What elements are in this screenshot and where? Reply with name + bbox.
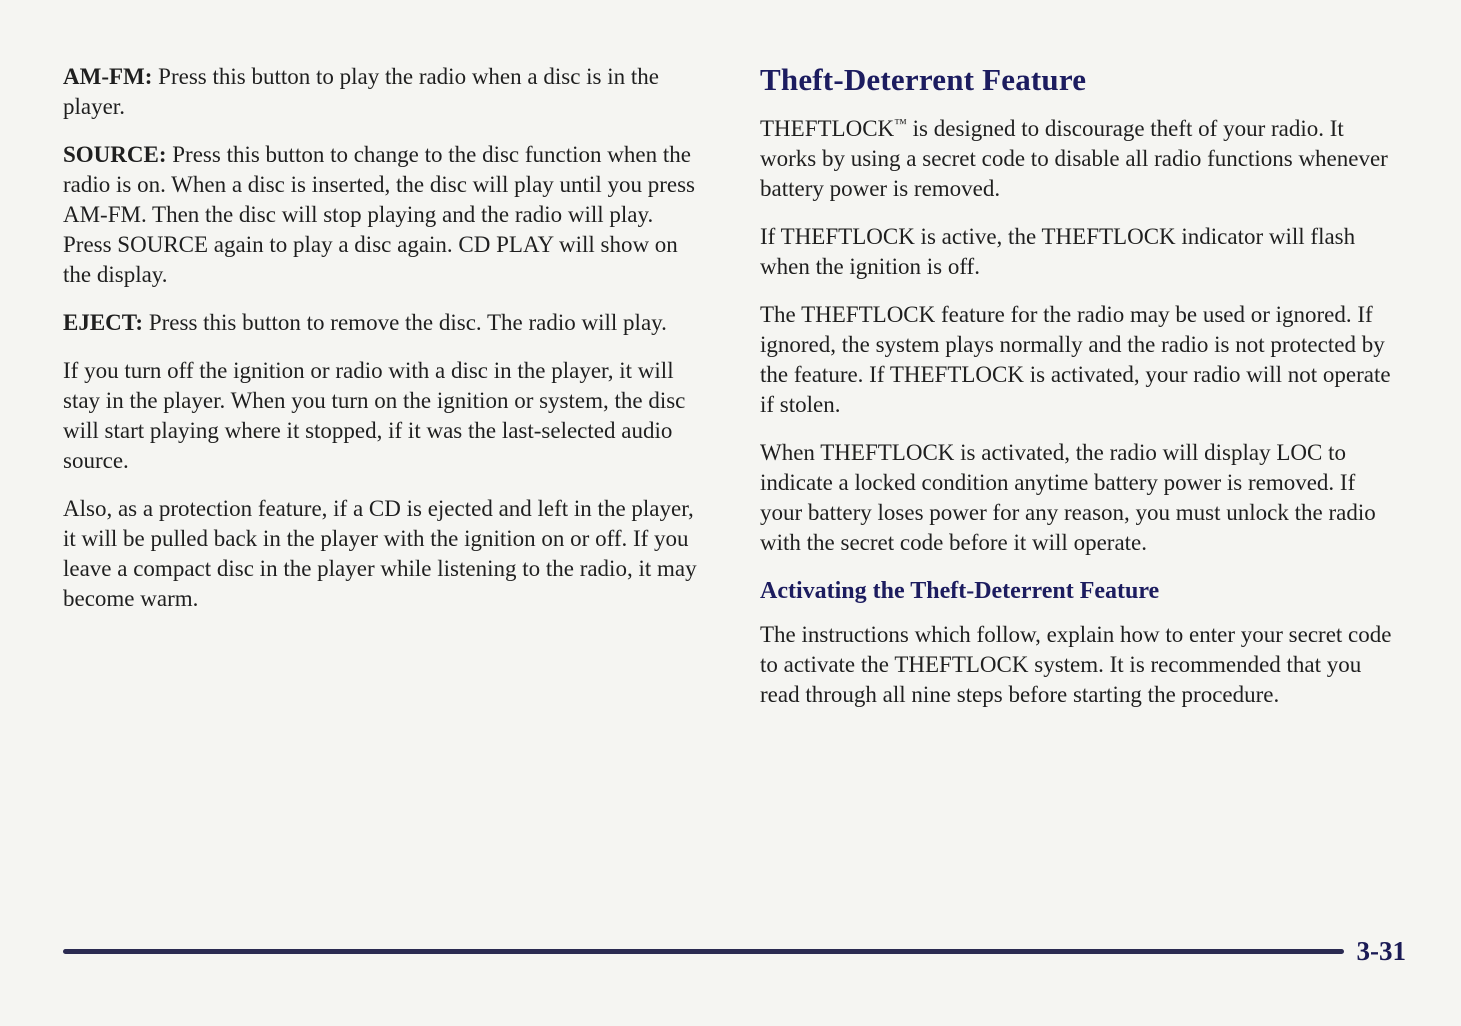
paragraph-theftlock-active [760,222,1400,282]
right-column [760,62,1400,728]
paragraph-ignition-off [63,356,703,476]
paragraph-text: The instructions which follow, explain how to enter your secret code to activate the THEFTLOCK system. It is recommended that you read through all nine steps before starting the procedure. [760,622,1392,707]
term-eject: EJECT: [63,310,144,335]
paragraph-text: When THEFTLOCK is activated, the radio will display LOC to indicate a locked condition anytime battery power is removed. If your battery loses power for any reason, you must unlock the radio with the secret code before it will operate. [760,440,1376,555]
section-heading-theft-deterrent: Theft-Deterrent Feature [760,62,1087,97]
paragraph-text: Press this button to change to the disc function when the radio is on. When a disc is inserted, the disc will play until you press AM-FM. Then the disc will stop playing and the radio will play. Press SOURCE again to play a disc again. CD PLAY will show on the display. [63,142,695,287]
paragraph-text: Press this button to remove the disc. The radio will play. [143,310,667,335]
paragraph-text: Also, as a protection feature, if a CD is ejected and left in the player, it will be pulled back in the player with the ignition on or off. If you leave a compact disc in the player while listening to the radio, it may become warm. [63,496,697,611]
paragraph-eject [63,308,703,338]
paragraph-theftlock-used-or-ignored [760,300,1400,420]
paragraph-text: Press this button to play the radio when a disc is in the player. [63,64,659,119]
paragraph-cd-protection [63,494,703,614]
left-column [63,62,703,728]
paragraph-text: If you turn off the ignition or radio with a disc in the player, it will stay in the player. When you turn on the ignition or system, the disc will start playing where it stopped, if it was the last-selected audio source. [63,358,686,473]
paragraph-am-fm [63,62,703,122]
paragraph-theftlock-loc [760,438,1400,558]
paragraph-text: is designed to discourage theft of your radio. It works by using a secret code to disable all radio functions whenever battery power is removed. [760,116,1388,201]
paragraph-text: The THEFTLOCK feature for the radio may be used or ignored. If ignored, the system plays normally and the radio is not protected by the feature. If THEFTLOCK is activated, your radio will not operate if stolen. [760,302,1391,417]
trademark-symbol: ™ [894,115,907,131]
two-column-layout [63,62,1403,728]
paragraph-theftlock-intro [760,114,1400,204]
page-number: 3-31 [1356,936,1406,966]
term-source: SOURCE: [63,142,167,167]
page-footer [63,936,1406,967]
paragraph-source [63,140,703,290]
paragraph-text: If THEFTLOCK is active, the THEFTLOCK indicator will flash when the ignition is off. [760,224,1356,279]
subsection-heading-activating: Activating the Theft-Deterrent Feature [760,578,1160,604]
theftlock-word: THEFTLOCK [760,116,895,141]
paragraph-activation-instructions [760,620,1400,710]
term-am-fm: AM-FM: [63,64,153,89]
footer-rule [63,949,1344,954]
